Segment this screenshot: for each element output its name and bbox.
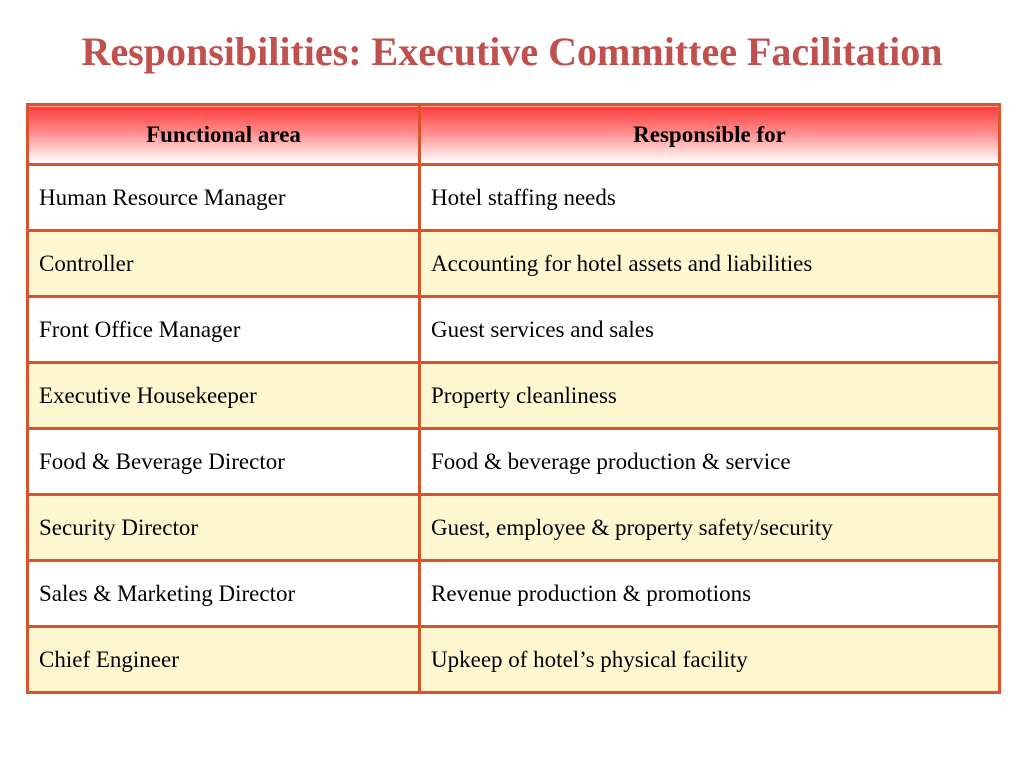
responsible-for-cell: Upkeep of hotel’s physical facility xyxy=(420,627,1000,693)
functional-area-cell: Front Office Manager xyxy=(28,297,420,363)
responsible-for-cell: Revenue production & promotions xyxy=(420,561,1000,627)
table-row xyxy=(28,627,1000,693)
table-row xyxy=(28,297,1000,363)
table-row xyxy=(28,231,1000,297)
responsibilities-table xyxy=(26,103,1001,694)
functional-area-cell: Controller xyxy=(28,231,420,297)
functional-area-cell: Executive Housekeeper xyxy=(28,363,420,429)
responsible-for-cell: Food & beverage production & service xyxy=(420,429,1000,495)
responsibilities-table-container xyxy=(26,103,998,694)
functional-area-cell: Human Resource Manager xyxy=(28,165,420,231)
table-row xyxy=(28,363,1000,429)
table-row xyxy=(28,429,1000,495)
responsible-for-cell: Guest, employee & property safety/security xyxy=(420,495,1000,561)
functional-area-cell: Food & Beverage Director xyxy=(28,429,420,495)
header-functional-area: Functional area xyxy=(28,105,420,165)
responsible-for-cell: Accounting for hotel assets and liabilities xyxy=(420,231,1000,297)
table-header-row xyxy=(28,105,1000,165)
responsible-for-cell: Hotel staffing needs xyxy=(420,165,1000,231)
table-row xyxy=(28,165,1000,231)
responsible-for-cell: Guest services and sales xyxy=(420,297,1000,363)
slide-title: Responsibilities: Executive Committee Facilitation xyxy=(81,29,943,74)
functional-area-cell: Chief Engineer xyxy=(28,627,420,693)
functional-area-cell: Security Director xyxy=(28,495,420,561)
header-responsible-for: Responsible for xyxy=(420,105,1000,165)
table-row xyxy=(28,495,1000,561)
responsible-for-cell: Property cleanliness xyxy=(420,363,1000,429)
functional-area-cell: Sales & Marketing Director xyxy=(28,561,420,627)
table-row xyxy=(28,561,1000,627)
